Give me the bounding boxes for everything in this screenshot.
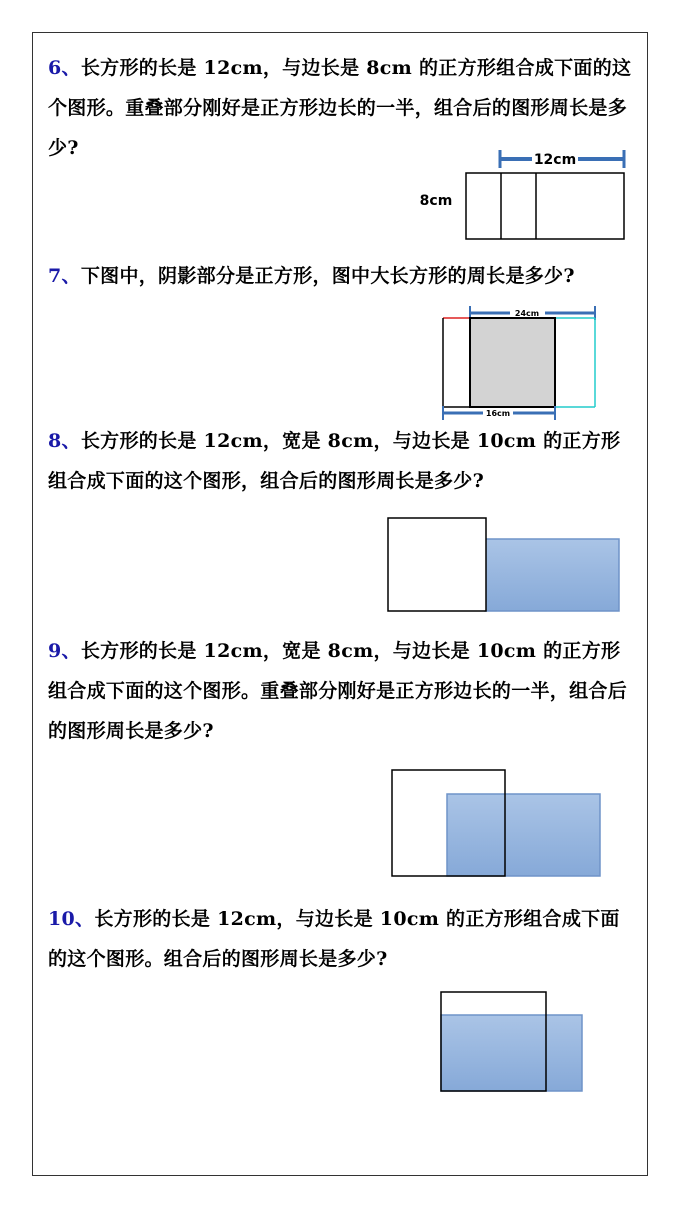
square <box>388 518 486 611</box>
problem-9 <box>48 631 638 751</box>
figure-6-drawing <box>410 140 640 244</box>
problem-number: 6 <box>48 57 62 79</box>
shaded-square <box>470 318 555 407</box>
problem-text: 长方形的长是 12cm，宽是 8cm，与边长是 10cm 的正方形组合成下面的这个图形。重叠部分刚好是正方形边长的一半，组合后的图形周长是多少? <box>48 640 628 742</box>
problem-number: 8 <box>48 430 62 452</box>
problem-number: 10 <box>48 908 76 930</box>
outer-rectangle <box>466 173 624 239</box>
problem-text: 下图中，阴影部分是正方形，图中大长方形的周长是多少? <box>80 265 575 287</box>
width-label: 12cm <box>533 152 577 168</box>
problem-number: 9 <box>48 640 62 662</box>
height-label: 8cm <box>419 193 453 209</box>
problem-separator: 、 <box>61 640 81 662</box>
figure-7-drawing <box>435 300 605 422</box>
top-label: 24cm <box>514 309 540 318</box>
problem-10 <box>48 899 638 979</box>
blue-rectangle <box>485 539 619 611</box>
problem-separator: 、 <box>61 430 81 452</box>
problem-separator: 、 <box>61 57 81 79</box>
blue-rectangle <box>441 1015 582 1091</box>
bottom-label: 16cm <box>485 409 511 418</box>
problem-number: 7 <box>48 265 62 287</box>
figure-9-drawing <box>388 766 608 882</box>
problem-7 <box>48 256 638 296</box>
figure-10-drawing <box>438 988 588 1096</box>
problem-separator: 、 <box>61 265 81 287</box>
figure-9 <box>388 766 608 882</box>
problem-8 <box>48 421 638 501</box>
problem-separator: 、 <box>75 908 95 930</box>
figure-10 <box>438 988 588 1096</box>
figure-8-drawing <box>385 515 625 615</box>
figure-6 <box>410 140 640 244</box>
blue-rectangle <box>447 794 600 876</box>
problem-text: 长方形的长是 12cm，宽是 8cm，与边长是 10cm 的正方形组合成下面的这个图形，组合后的图形周长是多少? <box>48 430 621 492</box>
problem-text: 长方形的长是 12cm，与边长是 8cm 的正方形组合成下面的这个图形。重叠部分刚好是正方形边长的一半，组合后的图形周长是多少? <box>48 57 632 159</box>
figure-7 <box>435 300 605 422</box>
problem-text: 长方形的长是 12cm，与边长是 10cm 的正方形组合成下面的这个图形。组合后的图形周长是多少? <box>48 908 620 970</box>
figure-8 <box>385 515 625 615</box>
